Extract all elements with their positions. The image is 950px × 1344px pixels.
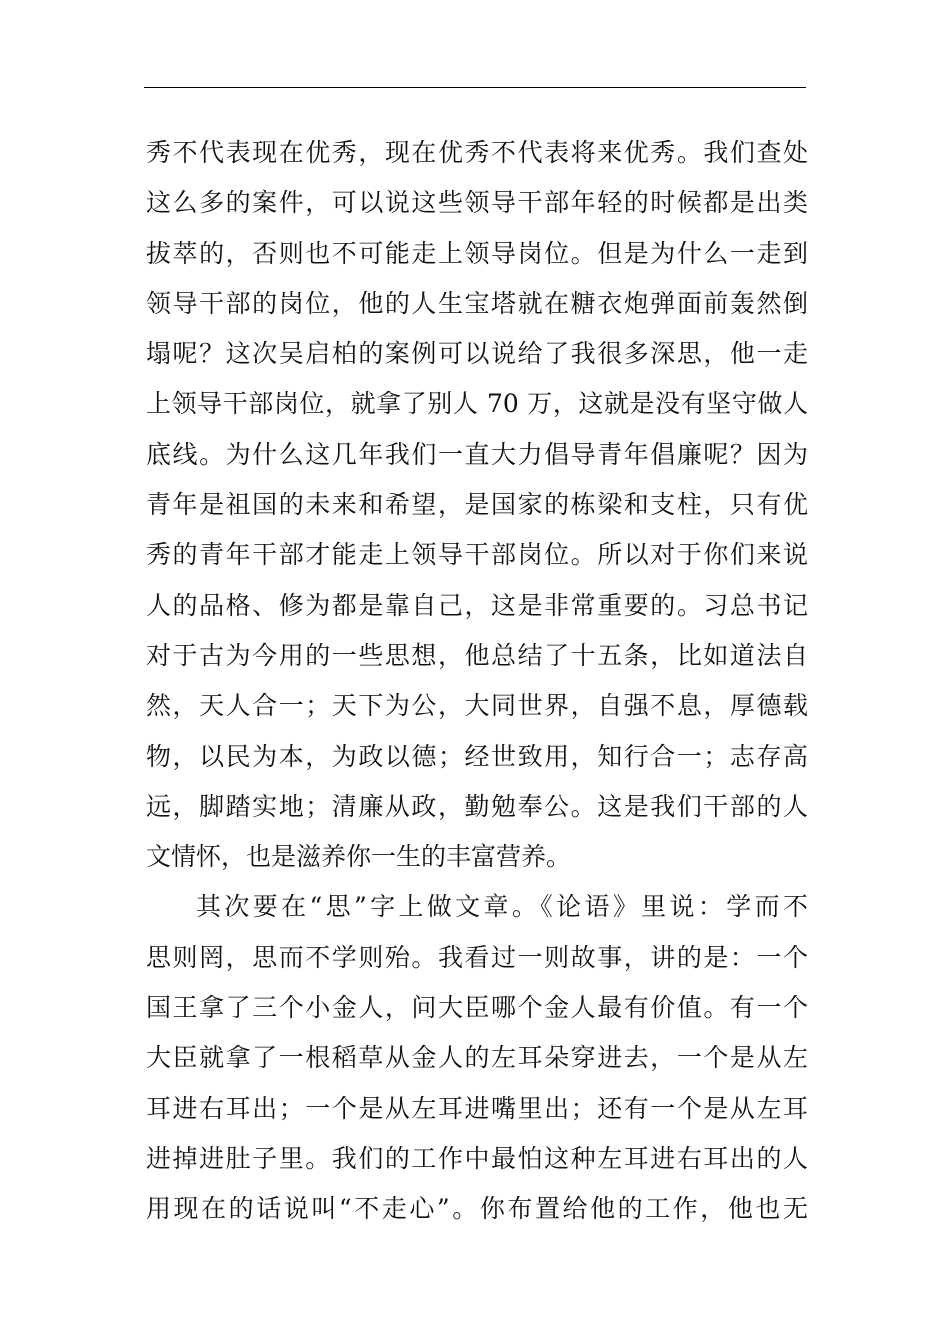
text-line: 思则罔，思而不学则殆。我看过一则故事，讲的是：一个 xyxy=(146,942,808,972)
text-line: 这么多的案件，可以说这些领导干部年轻的时候都是出类 xyxy=(146,188,808,218)
text-line: 对于古为今用的一些思想，他总结了十五条，比如道法自 xyxy=(146,640,808,670)
text-line: 进掉进肚子里。我们的工作中最怕这种左耳进右耳出的人 xyxy=(146,1143,808,1173)
text-line: 领导干部的岗位，他的人生宝塔就在糖衣炮弹面前轰然倒 xyxy=(146,288,808,318)
text-line: 人的品格、修为都是靠自己，这是非常重要的。习总书记 xyxy=(146,590,808,620)
text-line: 用现在的话说叫“不走心”。你布置给他的工作，他也无 xyxy=(146,1194,808,1224)
text-line: 远，脚踏实地；清廉从政，勤勉奉公。这是我们干部的人 xyxy=(146,791,808,821)
text-line: 秀的青年干部才能走上领导干部岗位。所以对于你们来说 xyxy=(146,540,808,570)
text-line: 秀不代表现在优秀，现在优秀不代表将来优秀。我们查处 xyxy=(146,138,808,167)
header-rule xyxy=(144,87,806,88)
text-line: 耳进右耳出；一个是从左耳进嘴里出；还有一个是从左耳 xyxy=(146,1093,808,1123)
text-line: 青年是祖国的未来和希望，是国家的栋梁和支柱，只有优 xyxy=(146,490,808,520)
text-line: 国王拿了三个小金人，问大臣哪个金人最有价值。有一个 xyxy=(146,993,808,1023)
paragraph-end-line: 文情怀，也是滋养你一生的丰富营养。 xyxy=(146,842,572,872)
body-text xyxy=(146,128,808,1235)
text-line: 大臣就拿了一根稻草从金人的左耳朵穿进去，一个是从左 xyxy=(146,1043,808,1073)
text-line: 然，天人合一；天下为公，大同世界，自强不息，厚德载 xyxy=(146,691,808,721)
paragraph-first-line: 其次要在“思”字上做文章。《论语》里说：学而不 xyxy=(196,892,808,922)
text-line: 塌呢？这次吴启柏的案例可以说给了我很多深思，他一走 xyxy=(146,339,808,369)
text-line: 底线。为什么这几年我们一直大力倡导青年倡廉呢？因为 xyxy=(146,439,808,469)
text-line: 上领导干部岗位，就拿了别人 70 万，这就是没有坚守做人 xyxy=(146,389,808,419)
text-line: 物，以民为本，为政以德；经世致用，知行合一；志存高 xyxy=(146,741,808,771)
text-line: 拔萃的，否则也不可能走上领导岗位。但是为什么一走到 xyxy=(146,238,808,268)
